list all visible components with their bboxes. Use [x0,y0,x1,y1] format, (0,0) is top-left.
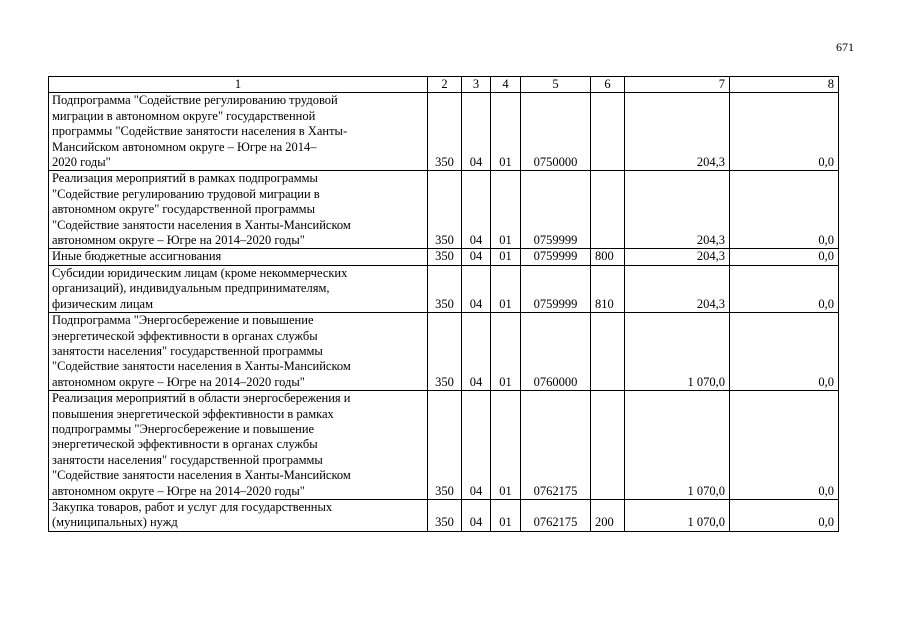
table-row [49,391,839,500]
header-cell-8: 8 [730,77,839,93]
row-cell-2: 350 [428,391,462,500]
row-cell-6 [591,171,625,249]
row-name-cell: Подпрограмма "Энергосбережение и повышение энергетической эффективности в органах службы занятости населения" государственной программы "Содействие занятости населения в Ханты-Мансийском автономном округе – Югре на 2014–2020 годы" [49,313,428,391]
row-cell-6: 810 [591,265,625,312]
row-cell-6 [591,93,625,171]
row-cell-5: 0762175 [521,499,591,531]
row-cell-4: 01 [491,265,521,312]
row-cell-7: 204,3 [625,265,730,312]
row-name-cell: Иные бюджетные ассигнования [49,249,428,265]
row-name-cell: Подпрограмма "Содействие регулированию трудовой миграции в автономном округе" государственной программы "Содействие занятости населения в Ханты- Мансийском автономном округе – Югре на 2014– 2020 годы" [49,93,428,171]
row-cell-4: 01 [491,391,521,500]
row-cell-4: 01 [491,313,521,391]
header-cell-1: 1 [49,77,428,93]
header-cell-5: 5 [521,77,591,93]
row-cell-5: 0759999 [521,265,591,312]
row-cell-2: 350 [428,265,462,312]
row-name-cell: Субсидии юридическим лицам (кроме некоммерческих организаций), индивидуальным предпринимателям, физическим лицам [49,265,428,312]
row-cell-2: 350 [428,499,462,531]
row-cell-6 [591,313,625,391]
budget-table [48,76,839,532]
row-cell-6: 200 [591,499,625,531]
row-cell-2: 350 [428,93,462,171]
row-cell-7: 204,3 [625,249,730,265]
table-row [49,265,839,312]
row-cell-3: 04 [462,171,491,249]
row-cell-7: 1 070,0 [625,499,730,531]
header-cell-2: 2 [428,77,462,93]
row-cell-5: 0762175 [521,391,591,500]
row-cell-2: 350 [428,313,462,391]
row-cell-8: 0,0 [730,249,839,265]
row-cell-8: 0,0 [730,171,839,249]
row-cell-4: 01 [491,499,521,531]
row-cell-7: 1 070,0 [625,391,730,500]
row-cell-7: 204,3 [625,93,730,171]
row-cell-7: 204,3 [625,171,730,249]
row-cell-3: 04 [462,391,491,500]
header-row [49,77,839,93]
row-cell-8: 0,0 [730,93,839,171]
row-cell-8: 0,0 [730,313,839,391]
row-cell-3: 04 [462,313,491,391]
row-cell-7: 1 070,0 [625,313,730,391]
header-cell-7: 7 [625,77,730,93]
row-cell-6: 800 [591,249,625,265]
row-cell-8: 0,0 [730,499,839,531]
row-cell-5: 0759999 [521,171,591,249]
row-cell-3: 04 [462,265,491,312]
row-cell-2: 350 [428,249,462,265]
row-name-cell: Реализация мероприятий в рамках подпрограммы "Содействие регулированию трудовой миграции в автономном округе" государственной программы "Содействие занятости населения в Ханты-Мансийском автономном округе – Югре на 2014–2020 годы" [49,171,428,249]
row-cell-6 [591,391,625,500]
table-row [49,499,839,531]
table-row [49,313,839,391]
table-row [49,249,839,265]
row-cell-8: 0,0 [730,391,839,500]
table-row [49,93,839,171]
header-cell-6: 6 [591,77,625,93]
row-cell-4: 01 [491,93,521,171]
row-cell-5: 0750000 [521,93,591,171]
row-cell-4: 01 [491,249,521,265]
row-name-cell: Реализация мероприятий в области энергосбережения и повышения энергетической эффективности в рамках подпрограммы "Энергосбережение и повышение энергетической эффективности в органах службы занятости населения" государственной программы "Содействие занятости населения в Ханты-Мансийском автономном округе – Югре на 2014–2020 годы" [49,391,428,500]
header-cell-3: 3 [462,77,491,93]
row-cell-8: 0,0 [730,265,839,312]
row-cell-5: 0760000 [521,313,591,391]
row-cell-4: 01 [491,171,521,249]
row-cell-2: 350 [428,171,462,249]
row-cell-3: 04 [462,249,491,265]
header-cell-4: 4 [491,77,521,93]
row-cell-3: 04 [462,93,491,171]
table-row [49,171,839,249]
row-cell-5: 0759999 [521,249,591,265]
row-cell-3: 04 [462,499,491,531]
page-number: 671 [836,40,854,54]
row-name-cell: Закупка товаров, работ и услуг для государственных (муниципальных) нужд [49,499,428,531]
